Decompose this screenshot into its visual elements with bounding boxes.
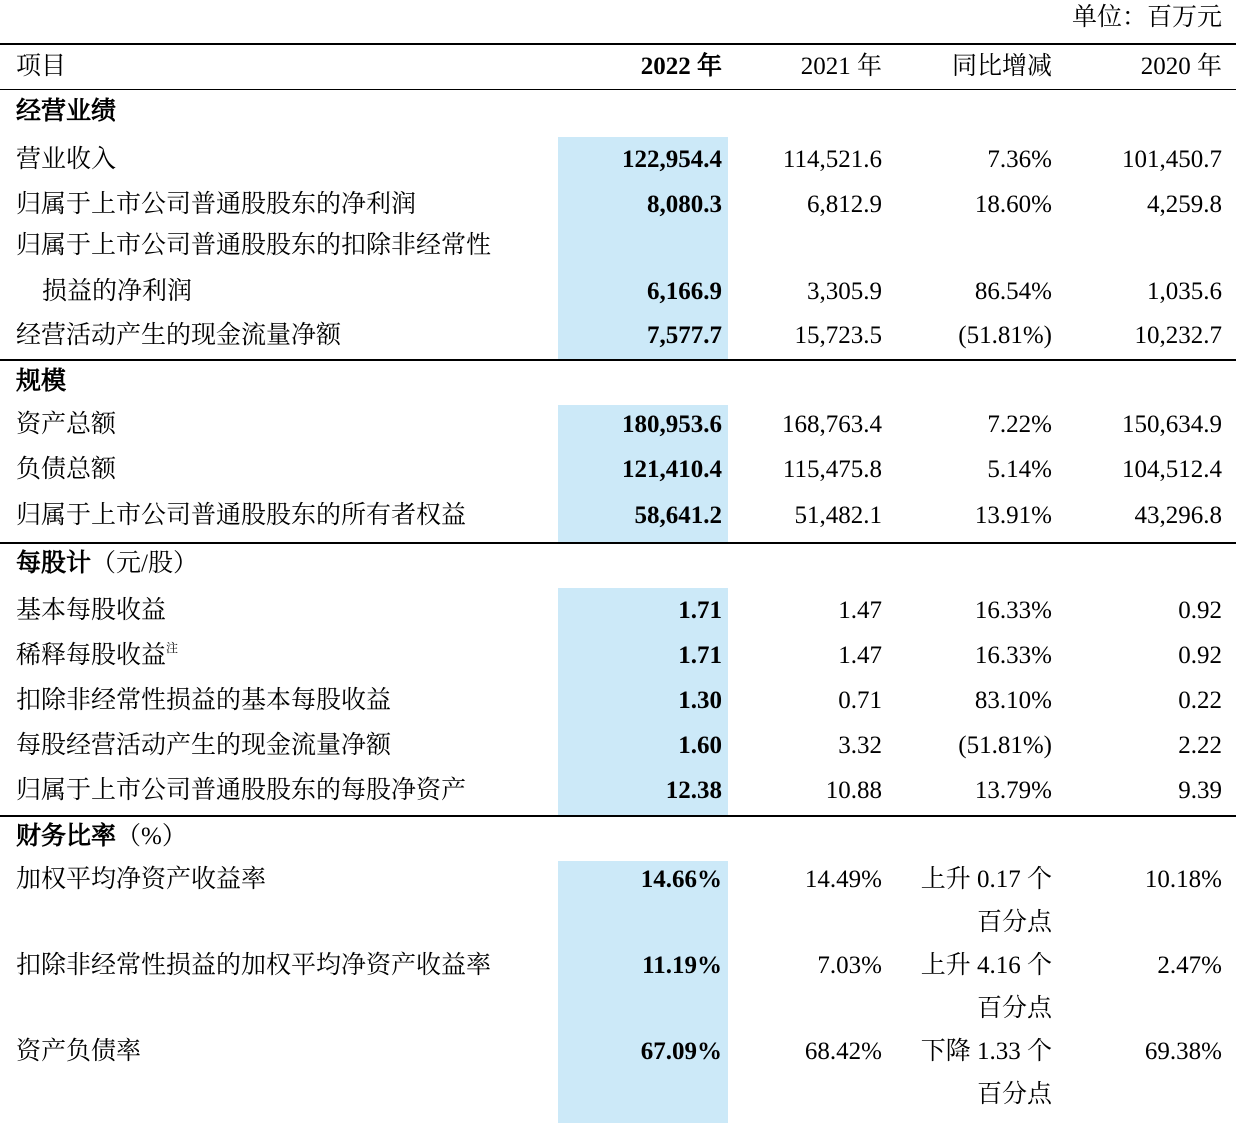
section-title-text: 财务比率: [16, 823, 117, 850]
cell-2022: 67.09%: [640, 1038, 722, 1065]
section-title: [0, 89, 1236, 134]
cell-2022: 121,410.4: [622, 456, 722, 483]
table-row: [0, 223, 1236, 268]
table-row: [0, 723, 1236, 768]
cell-yoy: 13.79%: [974, 777, 1052, 804]
cell-yoy: 下降 1.33 个: [920, 1038, 1052, 1065]
cell-yoy: 16.33%: [974, 642, 1052, 669]
row-label: 负债总额: [16, 456, 117, 483]
cell-2021: 168,763.4: [782, 411, 882, 438]
row-label: 每股经营活动产生的现金流量净额: [16, 732, 392, 759]
cell-2022: 11.19%: [642, 952, 722, 979]
table-row: [0, 633, 1236, 678]
cell-2022: 14.66%: [640, 866, 722, 893]
table-row: [0, 768, 1236, 813]
row-label: 营业收入: [16, 146, 117, 173]
cell-2021: 115,475.8: [782, 456, 882, 483]
header-2020: 2020 年: [1140, 53, 1222, 80]
cell-2020: 104,512.4: [1122, 456, 1222, 483]
section-title: [0, 814, 1236, 859]
table-row: [0, 182, 1236, 227]
cell-yoy: 83.10%: [974, 687, 1052, 714]
row-label: 稀释每股收益: [16, 642, 167, 669]
cell-2022: 1.30: [678, 687, 722, 714]
header-2022: 2022 年: [640, 53, 722, 80]
cell-2020: 10,232.7: [1134, 322, 1222, 349]
table-row: [0, 137, 1236, 182]
cell-yoy: 上升 0.17 个: [920, 866, 1052, 893]
table-row: [0, 857, 1236, 902]
cell-2022: 1.71: [678, 597, 722, 624]
section-title: [0, 541, 1236, 586]
table-header: [0, 44, 1236, 89]
cell-2020: 150,634.9: [1122, 411, 1222, 438]
cell-2021: 1.47: [838, 642, 882, 669]
unit-note: 单位：百万元: [1071, 4, 1222, 31]
row-label: 基本每股收益: [16, 597, 167, 624]
table-row-continuation: [0, 986, 1236, 1031]
table-row: [0, 1029, 1236, 1074]
cell-yoy: 86.54%: [974, 278, 1052, 305]
header-item: 项目: [16, 53, 67, 80]
row-label: 归属于上市公司普通股股东的扣除非经常性: [16, 232, 492, 259]
cell-2020: 9.39: [1178, 777, 1222, 804]
cell-2021: 10.88: [825, 777, 882, 804]
section-title-unit: （%）: [116, 823, 187, 850]
cell-2020: 2.47%: [1157, 952, 1222, 979]
row-label-continuation: 损益的净利润: [42, 278, 193, 305]
cell-2021: 1.47: [838, 597, 882, 624]
cell-2022: 122,954.4: [622, 146, 722, 173]
cell-2020: 2.22: [1178, 732, 1222, 759]
cell-yoy: (51.81%): [958, 732, 1052, 759]
cell-2022: 180,953.6: [622, 411, 722, 438]
cell-2021: 0.71: [838, 687, 882, 714]
cell-2021: 114,521.6: [782, 146, 882, 173]
cell-2020: 69.38%: [1144, 1038, 1222, 1065]
row-label: 加权平均净资产收益率: [16, 866, 267, 893]
section-title-wrap: [16, 541, 198, 586]
cell-2022: 12.38: [665, 777, 722, 804]
cell-2020: 0.22: [1178, 687, 1222, 714]
row-label: 经营活动产生的现金流量净额: [16, 322, 342, 349]
cell-2021: 3.32: [838, 732, 882, 759]
row-label: 归属于上市公司普通股股东的所有者权益: [16, 502, 467, 529]
cell-2020: 43,296.8: [1134, 502, 1222, 529]
cell-2022: 58,641.2: [634, 502, 722, 529]
header-yoy: 同比增减: [951, 53, 1052, 80]
row-label: 资产负债率: [16, 1038, 142, 1065]
cell-yoy: 7.36%: [987, 146, 1052, 173]
section-title-text: 经营业绩: [16, 98, 117, 125]
cell-2020: 0.92: [1178, 597, 1222, 624]
table-row: [0, 943, 1236, 988]
section-title: [0, 359, 1236, 404]
table-row: [0, 678, 1236, 723]
cell-2021: 7.03%: [817, 952, 882, 979]
section-title-text: 每股计: [16, 550, 92, 577]
cell-2022: 6,166.9: [647, 278, 722, 305]
cell-2021: 15,723.5: [794, 322, 882, 349]
row-label: 扣除非经常性损益的加权平均净资产收益率: [16, 952, 492, 979]
table-row: [0, 588, 1236, 633]
cell-yoy: 5.14%: [987, 456, 1052, 483]
cell-2021: 6,812.9: [807, 191, 882, 218]
section-title-unit: （元/股）: [91, 550, 198, 577]
table-row: [0, 402, 1236, 447]
cell-2021: 3,305.9: [807, 278, 882, 305]
cell-2020: 1,035.6: [1147, 278, 1222, 305]
cell-yoy: 18.60%: [974, 191, 1052, 218]
cell-2022: 1.71: [678, 642, 722, 669]
row-label: 扣除非经常性损益的基本每股收益: [16, 687, 392, 714]
cell-2020: 10.18%: [1144, 866, 1222, 893]
table-row: [0, 313, 1236, 358]
section-title-wrap: [16, 814, 187, 859]
cell-2022: 8,080.3: [647, 191, 722, 218]
cell-yoy-continuation: 百分点: [976, 909, 1052, 936]
table-row-continuation: [0, 900, 1236, 945]
header-2021: 2021 年: [800, 53, 882, 80]
cell-2021: 68.42%: [804, 1038, 882, 1065]
cell-2022: 1.60: [678, 732, 722, 759]
cell-2020: 4,259.8: [1147, 191, 1222, 218]
table-row: [0, 493, 1236, 538]
cell-2021: 14.49%: [804, 866, 882, 893]
row-label: 归属于上市公司普通股股东的净利润: [16, 191, 417, 218]
cell-yoy-continuation: 百分点: [976, 995, 1052, 1022]
cell-2020: 0.92: [1178, 642, 1222, 669]
footnote-marker: 注: [166, 640, 179, 655]
table-row-continuation: [0, 269, 1236, 314]
cell-yoy: 7.22%: [987, 411, 1052, 438]
row-label: 资产总额: [16, 411, 117, 438]
section-title-text: 规模: [16, 368, 67, 395]
cell-2021: 51,482.1: [794, 502, 882, 529]
cell-yoy: 16.33%: [974, 597, 1052, 624]
table-row-continuation: [0, 1072, 1236, 1117]
cell-yoy: 13.91%: [974, 502, 1052, 529]
row-label-wrap: [16, 633, 178, 678]
cell-2020: 101,450.7: [1122, 146, 1222, 173]
cell-yoy-continuation: 百分点: [976, 1081, 1052, 1108]
cell-2022: 7,577.7: [647, 322, 722, 349]
cell-yoy: 上升 4.16 个: [920, 952, 1052, 979]
row-label: 归属于上市公司普通股股东的每股净资产: [16, 777, 467, 804]
cell-yoy: (51.81%): [958, 322, 1052, 349]
table-row: [0, 447, 1236, 492]
